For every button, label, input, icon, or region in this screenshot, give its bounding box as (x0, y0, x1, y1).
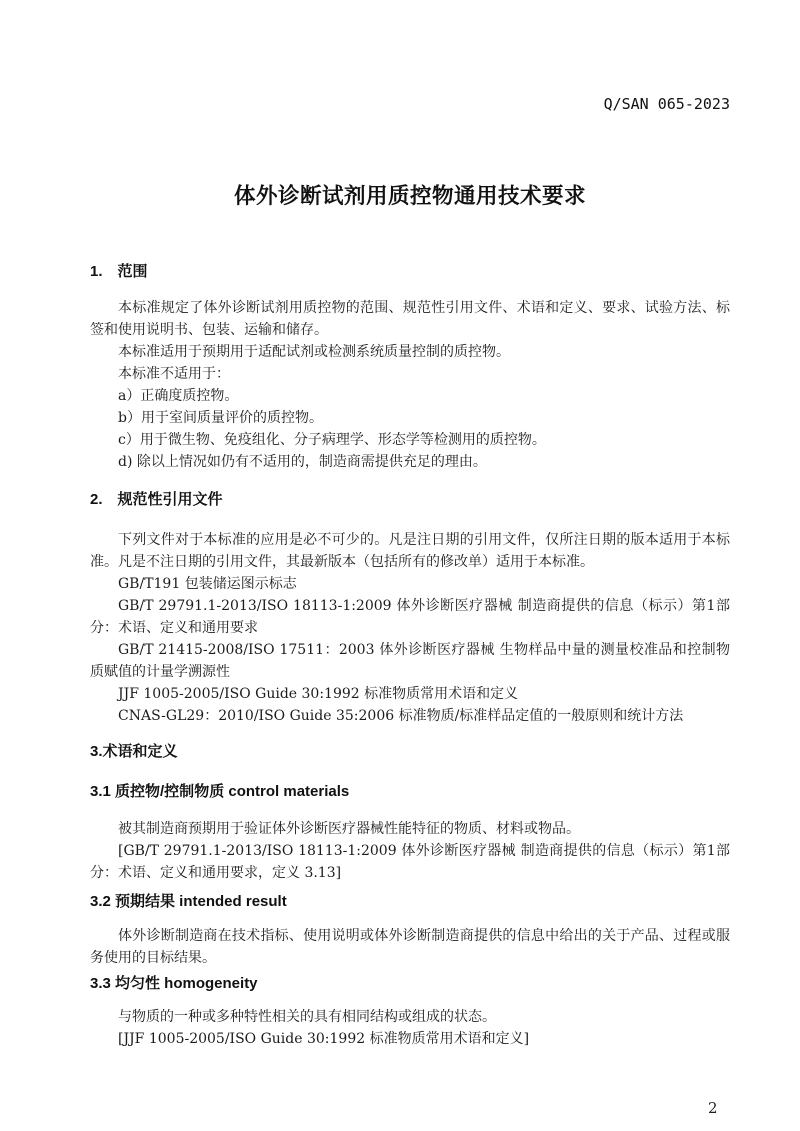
section-1-paragraph-applies: 本标准适用于预期用于适配试剂或检测系统质量控制的质控物。 (118, 344, 510, 360)
reference-item: JJF 1005-2005/ISO Guide 30:1992 标准物质常用术语和定义 (118, 686, 519, 702)
section-3-heading: 3.术语和定义 (90, 743, 178, 760)
section-3-1-source: [GB/T 29791.1-2013/ISO 18113-1:2009 体外诊断医疗器械 制造商提供的信息（标示）第1部分：术语、定义和通用要求，定义 3.13] (90, 843, 730, 881)
page-number: 2 (708, 1099, 718, 1117)
list-item-a: a）正确度质控物。 (118, 388, 239, 404)
standard-code-header: Q/SAN 065-2023 (603, 95, 730, 113)
document-content (90, 0, 730, 1050)
list-item-c: c）用于微生物、免疫组化、分子病理学、形态学等检测用的质控物。 (118, 432, 546, 448)
list-item-d: d) 除以上情况如仍有不适用的，制造商需提供充足的理由。 (118, 454, 487, 470)
reference-item: GB/T191 包装储运图示标志 (118, 576, 297, 592)
section-3-3-source: [JJF 1005-2005/ISO Guide 30:1992 标准物质常用术语和定义] (118, 1031, 530, 1047)
section-3-1-heading: 3.1 质控物/控制物质 control materials (90, 783, 350, 800)
section-1-paragraph-scope: 本标准规定了体外诊断试剂用质控物的范围、规范性引用文件、术语和定义、要求、试验方法、标签和使用说明书、包装、运输和储存。 (90, 300, 730, 338)
section-3-2-definition: 体外诊断制造商在技术指标、使用说明或体外诊断制造商提供的信息中给出的关于产品、过程或服务使用的目标结果。 (90, 928, 730, 966)
section-1-heading: 1. 范围 (90, 263, 148, 280)
list-item-b: b）用于室间质量评价的质控物。 (118, 410, 323, 426)
reference-item: CNAS-GL29：2010/ISO Guide 35:2006 标准物质/标准样品定值的一般原则和统计方法 (118, 708, 684, 724)
document-title: 体外诊断试剂用质控物通用技术要求 (233, 184, 586, 208)
section-2-heading: 2. 规范性引用文件 (90, 491, 223, 508)
section-1-paragraph-not-applies: 本标准不适用于： (118, 366, 230, 382)
section-3-3-heading: 3.3 均匀性 homogeneity (90, 975, 258, 992)
reference-item: GB/T 21415-2008/ISO 17511：2003 体外诊断医疗器械 生物样品中量的测量校准品和控制物质赋值的计量学溯源性 (90, 642, 730, 680)
section-3-1-definition: 被其制造商预期用于验证体外诊断医疗器械性能特征的物质、材料或物品。 (118, 821, 580, 837)
section-2-paragraph-intro: 下列文件对于本标准的应用是必不可少的。凡是注日期的引用文件，仅所注日期的版本适用于本标准。凡是不注日期的引用文件，其最新版本（包括所有的修改单）适用于本标准。 (90, 532, 730, 570)
reference-item: GB/T 29791.1-2013/ISO 18113-1:2009 体外诊断医疗器械 制造商提供的信息（标示）第1部分：术语、定义和通用要求 (90, 598, 730, 636)
section-3-2-heading: 3.2 预期结果 intended result (90, 893, 287, 910)
section-3-3-definition: 与物质的一种或多种特性相关的具有相同结构或组成的状态。 (118, 1009, 496, 1025)
